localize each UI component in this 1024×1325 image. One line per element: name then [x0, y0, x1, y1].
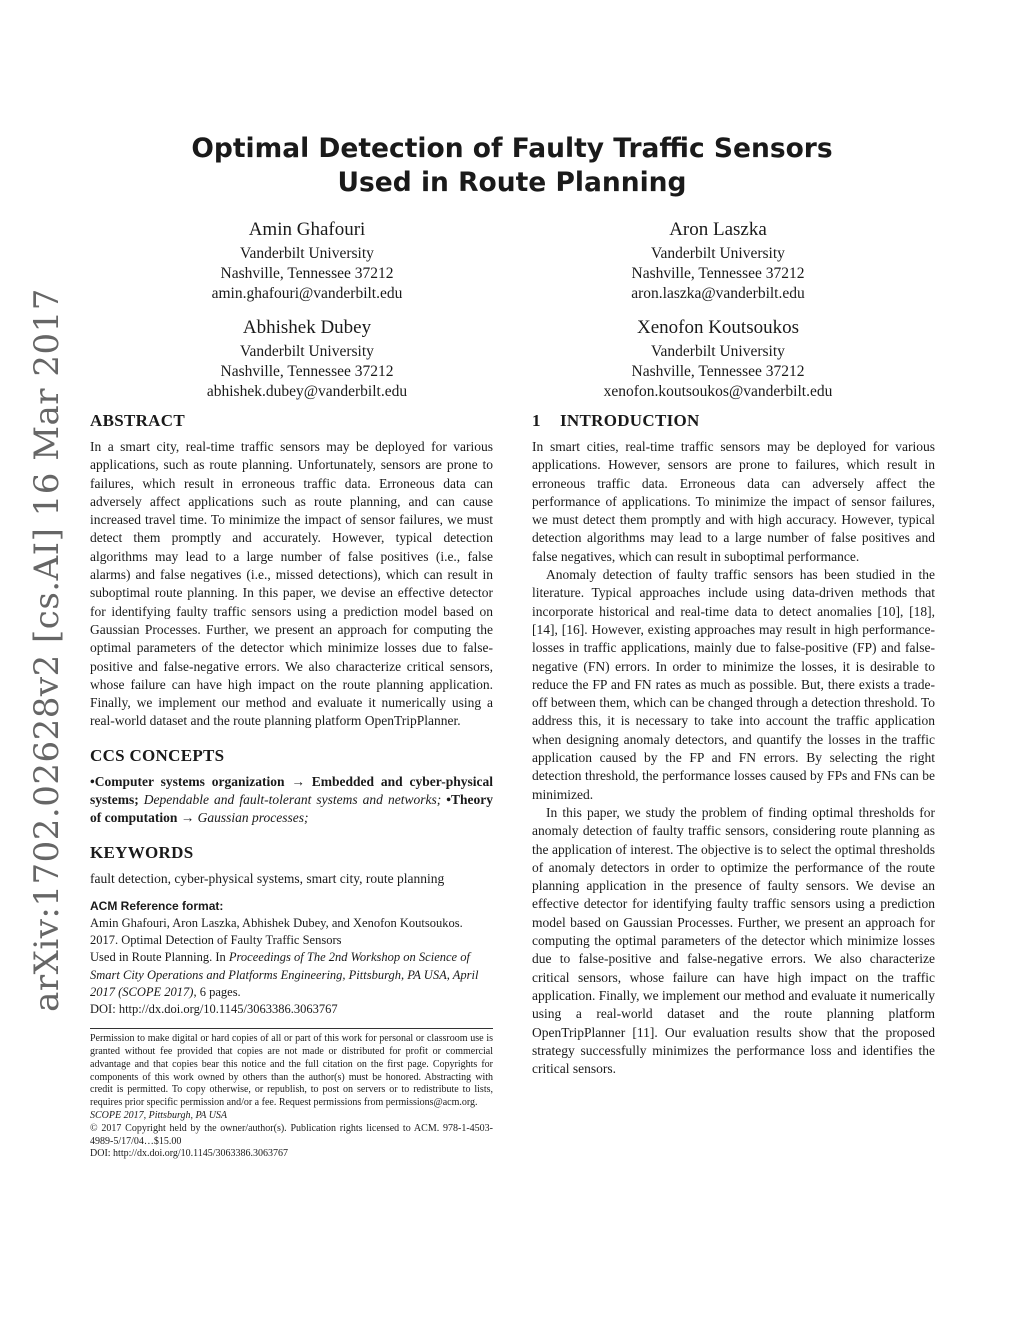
- ccs-heading: CCS CONCEPTS: [90, 745, 225, 765]
- abstract-heading: ABSTRACT: [90, 411, 185, 430]
- venue-text: SCOPE 2017, Pittsburgh, PA USA: [90, 1109, 228, 1121]
- keywords-text: fault detection, cyber-physical systems, smart city, route planning: [90, 870, 445, 886]
- abstract-text: In a smart city, real-time traffic sensors may be deployed for various applications, such as route planning. Unfortunately, sensors are prone to failures, which result in erroneous traffic data. Erroneous data can adversely affect applications such as route planning, and can cause increased travel time. To minimize the impact of sensor failures, we must detect them promptly and accurately. However, typical detection algorithms may lead to a large number of false positives (i.e., false alarms) and false negatives (i.e., missed detections), which can result in suboptimal route planning. In this paper, we devise an effective detector for identifying faulty traffic sensors using a prediction model based on Gaussian Processes. Further, we present an approach for computing the optimal parameters of the detector which minimize losses due to false-positive and false-negative errors. We also characterize critical sensors, whose failure can have high impact on the route planning application. Finally, we implement our method and evaluate it numerically using a real-world dataset and the route planning platform OpenTripPlanner.: [90, 439, 493, 729]
- section-title: INTRODUCTION: [560, 411, 700, 430]
- permission-venue: [90, 1110, 493, 1123]
- author-block-1: [127, 217, 487, 304]
- author-email: abhishek.dubey@vanderbilt.edu: [206, 383, 408, 400]
- author-email: aron.laszka@vanderbilt.edu: [631, 285, 805, 302]
- author-affiliation: Vanderbilt University: [240, 245, 374, 262]
- author-block-2: [538, 217, 898, 304]
- intro-paragraph-3: In this paper, we study the problem of finding optimal thresholds for anomaly detection of faulty traffic sensors, considering route planning as the application of interest. The objective is to select the optimal thresholds of anomaly detectors in order to optimize the performance of the route planning application in the presence of faulty sensors. We devise an effective detector for identifying faulty traffic sensors using a prediction model based on Gaussian Processes. Further, we present an approach for computing the optimal parameters of the detector which minimize losses due to false-positive and false-negative errors. We also characterize critical sensors, whose failure can have high impact on the traffic application. Finally, we implement our method and evaluate it numerically using a real-world dataset and the route planning platform OpenTripPlanner [11]. Our evaluation results show that the proposed strategy successfully minimizes the performance loss and identifies the critical sensors.: [532, 804, 935, 1077]
- permission-doi: DOI: http://dx.doi.org/10.1145/3063386.3063767: [90, 1148, 289, 1160]
- author-affiliation: Vanderbilt University: [651, 245, 785, 262]
- ccs-item-2-main: •Theory of computation →: [90, 792, 493, 826]
- title-line-2: Used in Route Planning: [337, 167, 687, 198]
- author-name: Amin Ghafouri: [248, 219, 366, 240]
- acm-reference-label: ACM Reference format:: [90, 898, 224, 913]
- author-location: Nashville, Tennessee 37212: [631, 265, 805, 282]
- intro-paragraph-1: In smart cities, real-time traffic sensors may be deployed for various applications. However, sensors are prone to failures, which result in erroneous traffic data. Erroneous data can adversely affect the performance of applications. To minimize the impact of sensor failures, we must detect them promptly and with high accuracy. However, typical detection algorithms may lead to a large number of false positives and false negatives, which can result in suboptimal performance.: [532, 439, 935, 564]
- acm-reference-proceedings: Proceedings of The 2nd Workshop on Science of Smart City Operations and Platforms Engineering, Pittsburgh, PA USA, April 2017 (SCOPE 2017): [90, 950, 479, 999]
- acm-reference-doi: DOI: http://dx.doi.org/10.1145/3063386.3063767: [90, 1001, 338, 1016]
- introduction-heading: [532, 410, 935, 432]
- author-location: Nashville, Tennessee 37212: [220, 363, 394, 380]
- author-email: amin.ghafouri@vanderbilt.edu: [211, 285, 403, 302]
- author-name: Abhishek Dubey: [242, 317, 372, 338]
- ccs-item-1-sub: Dependable and fault-tolerant systems and networks;: [138, 792, 442, 808]
- author-name: Aron Laszka: [669, 219, 767, 240]
- acm-reference-citation: [90, 949, 493, 1001]
- author-block-4: [538, 315, 898, 402]
- footnote-divider: [90, 1028, 493, 1029]
- author-block-3: [127, 315, 487, 402]
- arxiv-identifier: arXiv:1702.02628v2 [cs.AI] 16 Mar 2017: [27, 288, 67, 1012]
- right-column: [532, 410, 935, 1078]
- author-email: xenofon.koutsoukos@vanderbilt.edu: [603, 383, 833, 400]
- acm-reference-lead: Used in Route Planning. In: [90, 950, 229, 965]
- acm-reference-pages: , 6 pages.: [193, 984, 241, 999]
- author-affiliation: Vanderbilt University: [240, 343, 374, 360]
- section-number: 1: [532, 411, 541, 430]
- author-location: Nashville, Tennessee 37212: [631, 363, 805, 380]
- left-column: [90, 410, 493, 1161]
- author-affiliation: Vanderbilt University: [651, 343, 785, 360]
- acm-reference-authors: Amin Ghafouri, Aron Laszka, Abhishek Dubey, and Xenofon Koutsoukos. 2017. Optimal Detection of Faulty Traffic Sensors: [90, 915, 463, 948]
- paper-title: [0, 132, 1024, 200]
- ccs-item-2-sub: Gaussian processes;: [194, 810, 309, 826]
- intro-paragraph-2: Anomaly detection of faulty traffic sensors has been studied in the literature. Typical approaches include using data-driven methods that incorporate historical and real-time data to detect anomalies [10], [18], [14], [16]. However, existing approaches may result in high performance-losses in traffic applications, mainly due to false-positive (FP) and false-negative (FN) errors. In order to minimize the losses, it is desirable to reduce the FP and FN rates as much as possible. But, there exists a trade-off between them, which can be changed through a detection threshold. To address this, it is necessary to take into account the traffic application when designing anomaly detectors, and quantify the losses in the traffic application caused by the FP and FN errors. By selecting the right detection threshold, the performance losses caused by FPs and FNs can be minimized.: [532, 567, 935, 802]
- permission-notice: Permission to make digital or hard copies of all or part of this work for personal or classroom use is granted without fee provided that copies are not made or distributed for profit or commercial advantage and that copies bear this notice and the full citation on the first page. Copyrights for components of this work owned by others than the author(s) must be honored. Abstracting with credit is permitted. To copy otherwise, or republish, to post on servers or to redistribute to lists, requires prior specific permission and/or a fee. Request permissions from permissions@acm.org.: [90, 1033, 493, 1109]
- author-location: Nashville, Tennessee 37212: [220, 265, 394, 282]
- ccs-item-1-main: •Computer systems organization → Embedded and cyber-physical systems;: [90, 773, 493, 808]
- title-line-1: Optimal Detection of Faulty Traffic Sensors: [191, 133, 833, 164]
- keywords-heading: KEYWORDS: [90, 842, 194, 862]
- ccs-concepts: [90, 773, 493, 828]
- copyright-notice: © 2017 Copyright held by the owner/author(s). Publication rights licensed to ACM. 978-1-4503-4989-5/17/04…$15.00: [90, 1122, 493, 1147]
- author-name: Xenofon Koutsoukos: [636, 317, 800, 338]
